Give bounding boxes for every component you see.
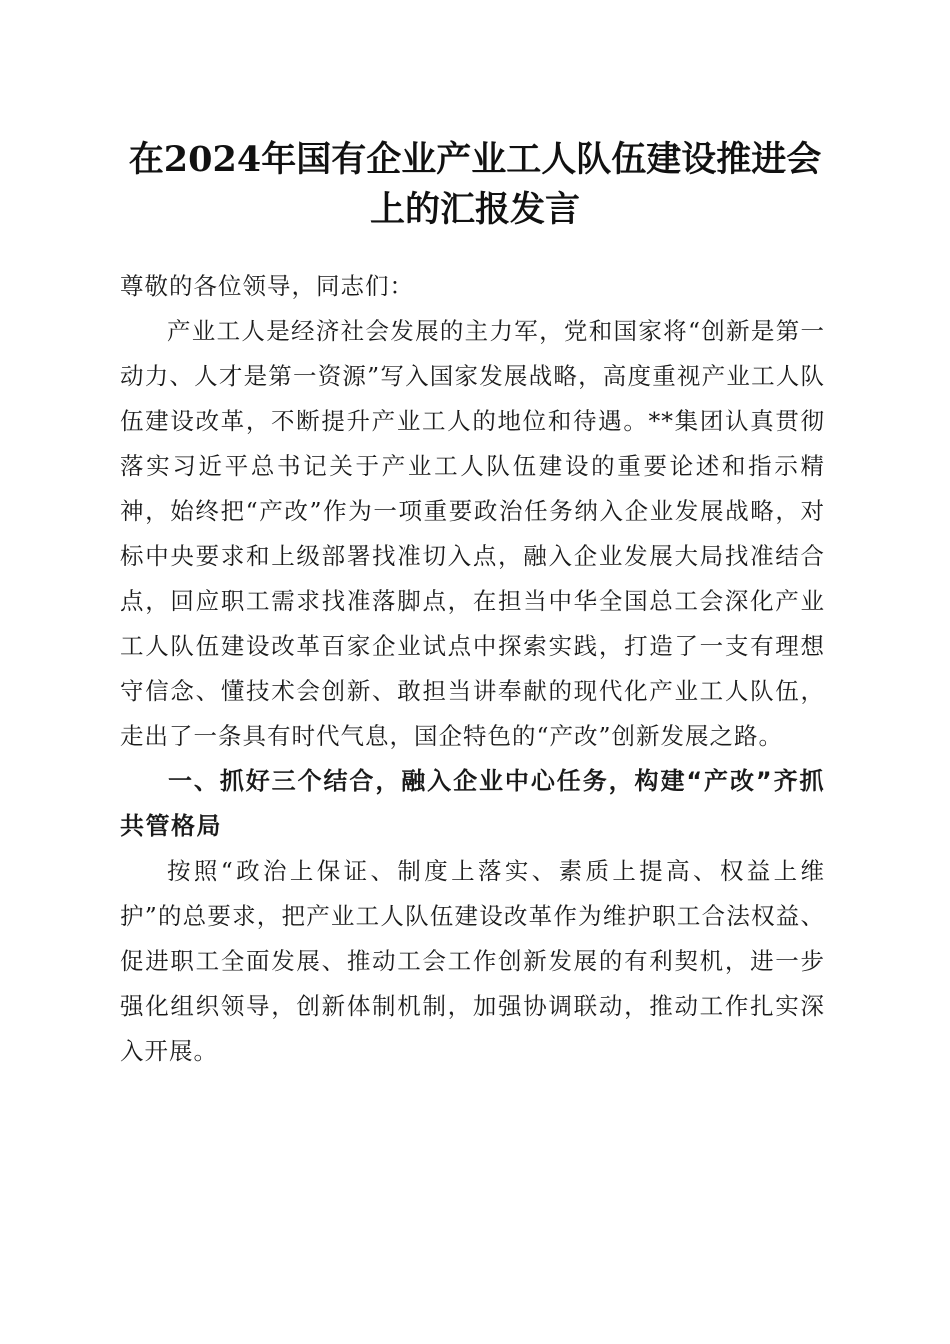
document-body [120, 264, 825, 1074]
document-title [120, 135, 830, 235]
salutation: 尊敬的各位领导，同志们： [120, 272, 414, 300]
paragraph-intro: 产业工人是经济社会发展的主力军，党和国家将“创新是第一动力、人才是第一资源”写入国家发展战略，高度重视产业工人队伍建设改革，不断提升产业工人的地位和待遇。**集团认真贯彻落实习近平总书记关于产业工人队伍建设的重要论述和指示精神，始终把“产改”作为一项重要政治任务纳入企业发展战略，对标中央要求和上级部署找准切入点，融入企业发展大局找准结合点，回应职工需求找准落脚点，在担当中华全国总工会深化产业工人队伍建设改革百家企业试点中探索实践，打造了一支有理想守信念、懂技术会创新、敢担当讲奉献的现代化产业工人队伍，走出了一条具有时代气息，国企特色的“产改”创新发展之路。 [120, 317, 825, 750]
paragraph-section-1: 按照“政治上保证、制度上落实、素质上提高、权益上维护”的总要求，把产业工人队伍建设改革作为维护职工合法权益、促进职工全面发展、推动工会工作创新发展的有利契机，进一步强化组织领导，创新体制机制，加强协调联动，推动工作扎实深入开展。 [120, 857, 825, 1065]
title-line-2: 上的汇报发言 [369, 189, 580, 230]
section-heading-1: 一、抓好三个结合，融入企业中心任务，构建“产改”齐抓共管格局 [120, 767, 825, 840]
title-line-1: 在2024年国有企业产业工人队伍建设推进会 [128, 139, 822, 180]
